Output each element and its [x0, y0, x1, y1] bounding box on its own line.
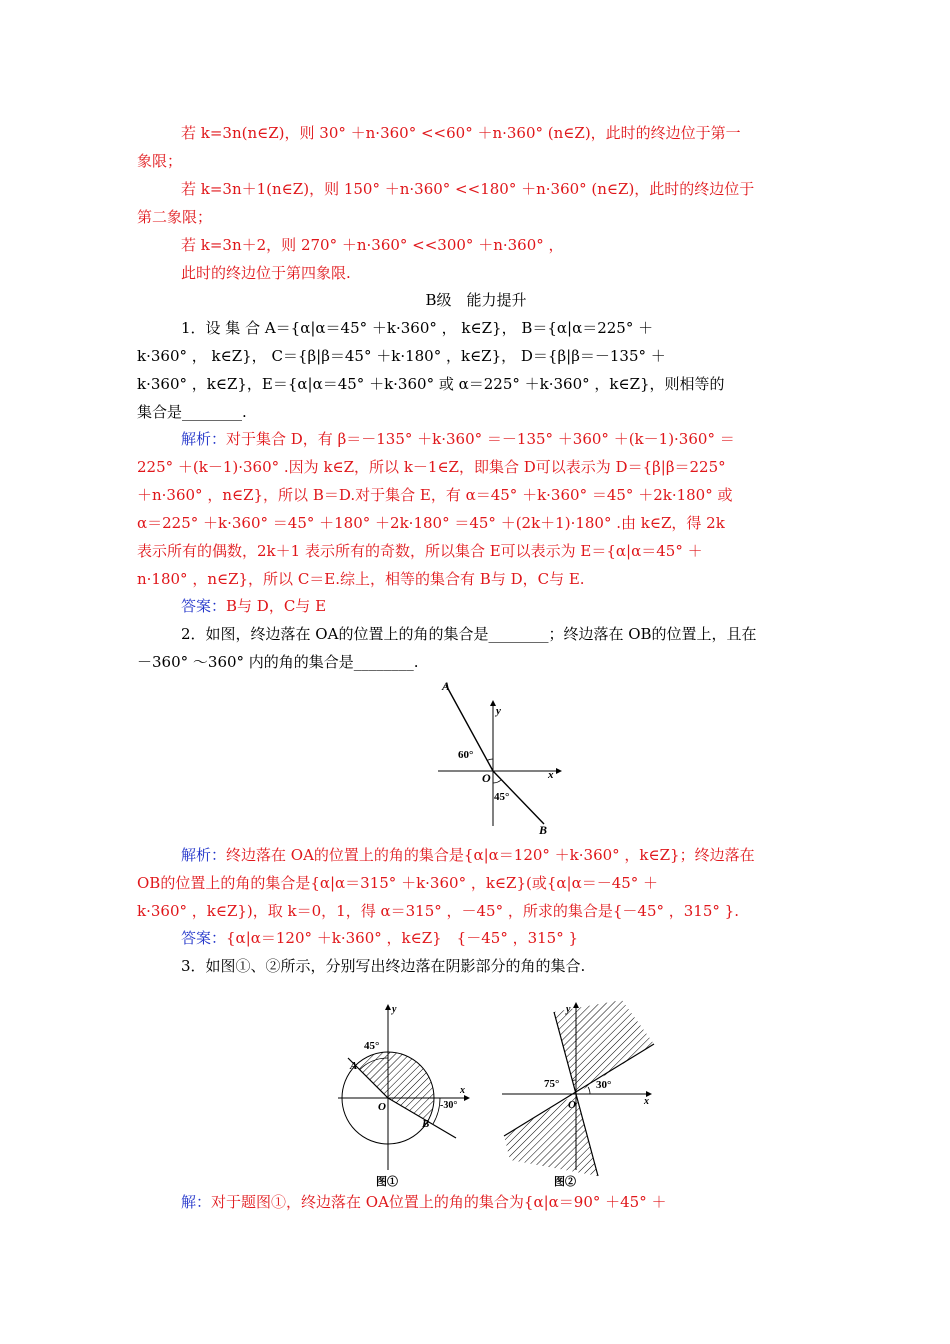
- label-x: x: [548, 769, 554, 781]
- question-line: －360° ～360° 内的角的集合是________.: [137, 653, 419, 671]
- figure-q2: [432, 676, 562, 836]
- angle-label-60: 60°: [458, 749, 474, 761]
- text-line: 若 k=3n＋1(n∈Z)，则 150° ＋n·360° <<180° ＋n·360° (n∈Z)，此时的终边位于: [181, 180, 755, 198]
- text-line: 此时的终边位于第四象限.: [181, 264, 351, 282]
- angle-arc-45: [493, 780, 502, 784]
- question-line: k·360° ，k∈Z}，E＝{α|α＝45° ＋k·360° 或 α＝225° ＋k·360° ，k∈Z}，则相等的: [137, 375, 725, 393]
- label-y: y: [392, 1004, 397, 1015]
- text-line: 若 k=3n(n∈Z)，则 30° ＋n·360° <<60° ＋n·360° (n∈Z)，此时的终边位于第一: [181, 124, 741, 142]
- angle-label-75: 75°: [544, 1078, 560, 1090]
- question-line: 3．如图①、②所示，分别写出终边落在阴影部分的角的集合.: [181, 957, 586, 975]
- answer-label: 答案：: [181, 597, 227, 615]
- answer-label: 答案：: [181, 929, 227, 947]
- text-line: 象限；: [137, 152, 183, 170]
- angle-arc-60: [487, 759, 493, 761]
- angle-label-30: 30°: [596, 1079, 612, 1091]
- question-line: 1．设 集 合 A＝{α|α＝45° ＋k·360° ， k∈Z}， B＝{α|α＝225° ＋: [181, 319, 654, 337]
- label-o: O: [568, 1099, 576, 1111]
- label-b: B: [539, 823, 548, 836]
- label-y: y: [496, 705, 501, 717]
- analysis-line: 225° ＋(k－1)·360° .因为 k∈Z，所以 k－1∈Z，即集合 D可以表示为 D＝{β|β＝225°: [137, 458, 726, 476]
- x-axis-arrow: [556, 768, 562, 774]
- y-axis-arrow: [385, 1004, 391, 1010]
- angle-arc-30: [588, 1087, 590, 1094]
- answer-line: 答案：{α|α＝120° ＋k·360° ，k∈Z} {－45° ，315° }: [181, 929, 579, 947]
- analysis-line: α＝225° ＋k·360° ＝45° ＋180° ＋2k·180° ＝45° ＋(2k＋1)·180° .由 k∈Z，得 2k: [137, 514, 725, 532]
- figure-caption: 图①: [376, 1176, 398, 1188]
- label-a: A: [350, 1060, 358, 1072]
- analysis-line: n·180° ，n∈Z}，所以 C＝E.综上，相等的集合有 B与 D，C与 E.: [137, 570, 585, 588]
- answer-line: 答案：B与 D，C与 E: [181, 597, 327, 615]
- y-axis-arrow: [573, 1002, 579, 1008]
- figure-3-2: [496, 1000, 664, 1190]
- angle-label-45: 45°: [494, 791, 510, 803]
- solution-line: 解：对于题图①，终边落在 OA位置上的角的集合为{α|α＝90° ＋45° ＋: [181, 1193, 667, 1211]
- analysis-line: k·360° ，k∈Z})，取 k＝0，1，得 α＝315° ，－45° ，所求的集合是{－45° ，315° }.: [137, 902, 739, 920]
- label-o: O: [482, 771, 491, 785]
- question-line: 2．如图，终边落在 OA的位置上的角的集合是________；终边落在 OB的位置上，且在: [181, 625, 757, 643]
- text-line: 若 k=3n＋2，则 270° ＋n·360° <<300° ＋n·360° ，: [181, 236, 564, 254]
- label-b: B: [422, 1118, 430, 1130]
- analysis-line: 解析：对于集合 D，有 β＝－135° ＋k·360° ＝－135° ＋360° ＋(k－1)·360° ＝: [181, 430, 735, 448]
- shaded-sector: [388, 1052, 434, 1121]
- analysis-line: ＋n·360° ，n∈Z}，所以 B＝D.对于集合 E，有 α＝45° ＋k·360° ＝45° ＋2k·180° 或: [137, 486, 733, 504]
- text-line: 第二象限；: [137, 208, 213, 226]
- analysis-label: 解析：: [181, 846, 227, 864]
- label-x: x: [460, 1085, 465, 1096]
- label-y: y: [566, 1004, 571, 1015]
- label-a: A: [442, 679, 451, 693]
- analysis-line: 解析：终边落在 OA的位置上的角的集合是{α|α＝120° ＋k·360° ，k∈Z}；终边落在: [181, 846, 755, 864]
- section-heading: B级 能力提升: [425, 291, 527, 309]
- angle-label-45: 45°: [364, 1040, 380, 1052]
- label-x: x: [644, 1096, 649, 1107]
- shaded-region: [504, 1094, 598, 1176]
- analysis-label: 解析：: [181, 430, 227, 448]
- analysis-line: OB的位置上的角的集合是{α|α＝315° ＋k·360° ，k∈Z}(或{α|α＝－45° ＋: [137, 874, 659, 892]
- figure-caption: 图②: [554, 1176, 576, 1188]
- shaded-sector: [356, 1052, 389, 1098]
- solution-label: 解：: [181, 1193, 212, 1211]
- label-o: O: [378, 1101, 386, 1113]
- angle-label-30: -30°: [440, 1100, 458, 1111]
- question-line: k·360° ， k∈Z}， C＝{β|β＝45° ＋k·180° ，k∈Z}， D＝{β|β＝－135° ＋: [137, 347, 666, 365]
- analysis-line: 表示所有的偶数，2k＋1 表示所有的奇数，所以集合 E可以表示为 E＝{α|α＝45° ＋: [137, 542, 703, 560]
- question-line: 集合是________.: [137, 403, 247, 421]
- figure-3-1: [336, 1000, 476, 1190]
